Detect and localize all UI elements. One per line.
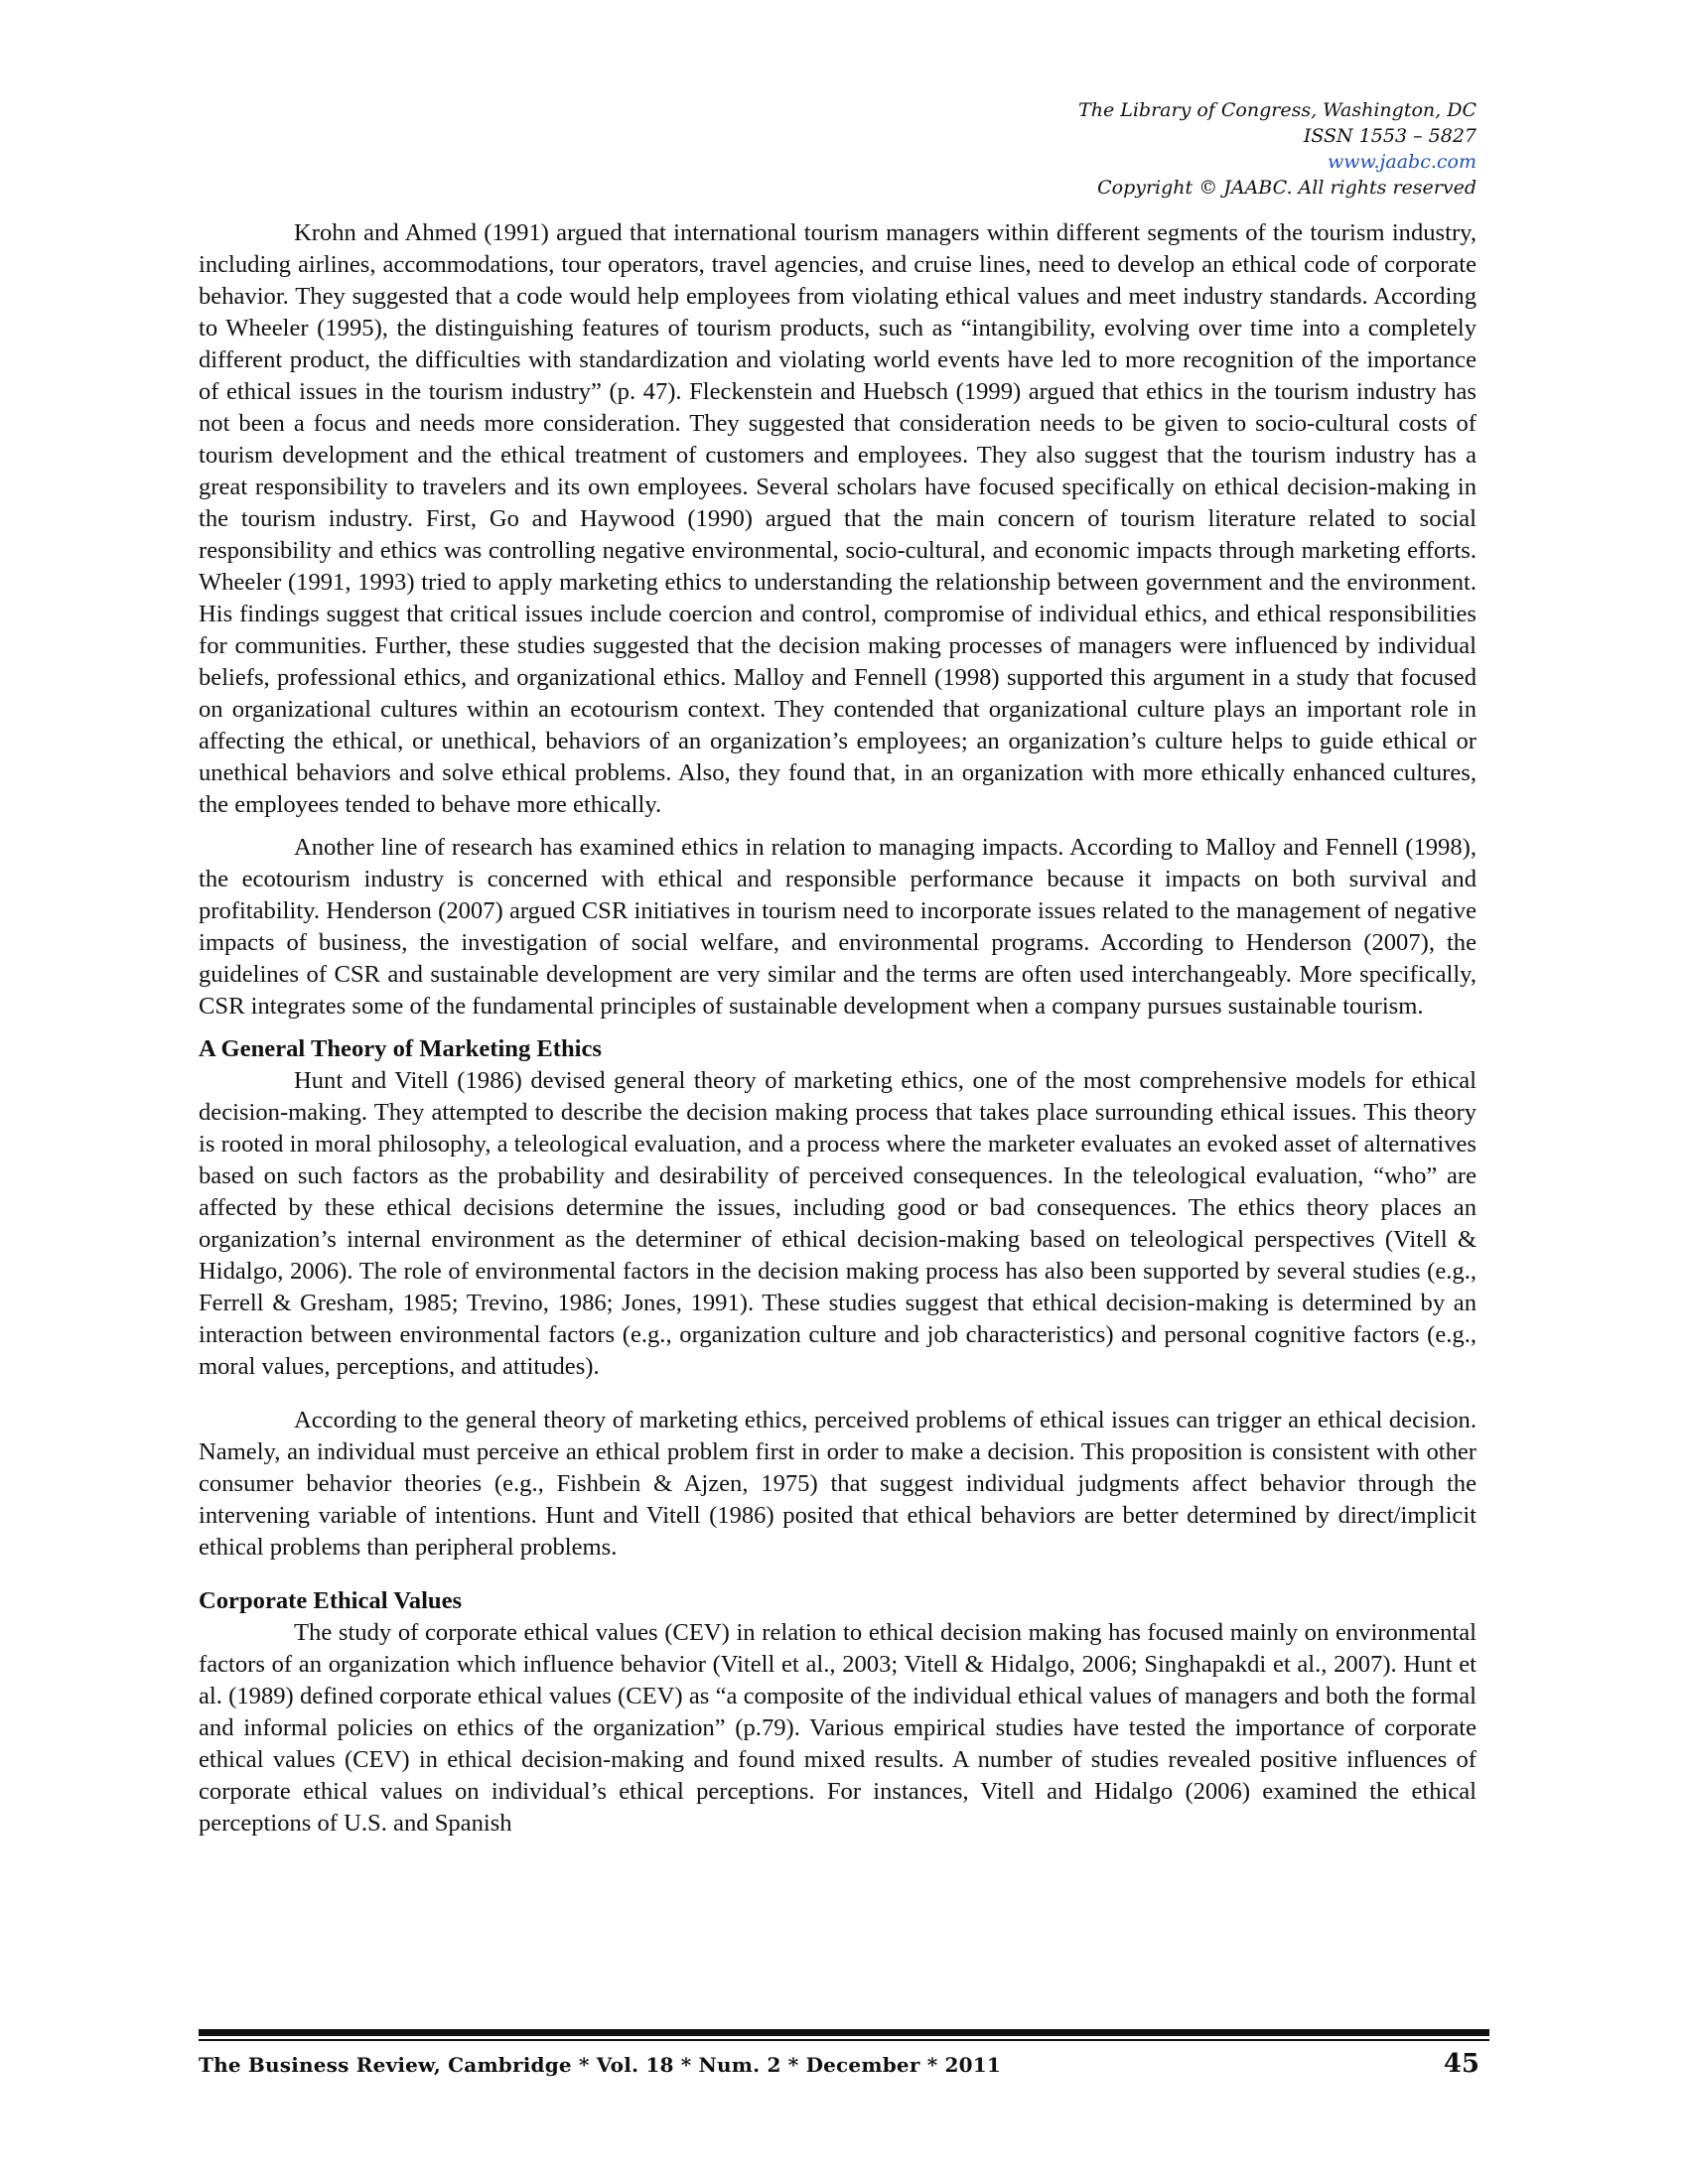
paragraph-4: According to the general theory of marketing ethics, perceived problems of ethical issues can trigger an ethical decision. Namely, an individual must perceive an ethical problem first in order to make a decision. This proposition is consistent with other consumer behavior theories (e.g., Fishbein & Ajzen, 1975) that suggest individual judgments affect behavior through the intervening variable of intentions. Hunt and Vitell (1986) posited that ethical behaviors are better determined by direct/implicit ethical problems than peripheral problems. xyxy=(199,1407,1477,1561)
section-heading-marketing-ethics: A General Theory of Marketing Ethics xyxy=(199,1035,602,1062)
paragraph-2: Another line of research has examined ethics in relation to managing impacts. According to Malloy and Fennell (1998), the ecotourism industry is concerned with ethical and responsible performance because it impacts on both survival and profitability. Henderson (2007) argued CSR initiatives in tourism need to incorporate issues related to the management of negative impacts of business, the investigation of social welfare, and environmental programs. According to Henderson (2007), the guidelines of CSR and sustainable development are very similar and the terms are often used interchangeably. More specifically, CSR integrates some of the fundamental principles of sustainable development when a company pursues sustainable tourism. xyxy=(199,834,1477,1020)
header-url-link[interactable]: www.jaabc.com xyxy=(1327,151,1477,173)
journal-header xyxy=(1078,97,1477,201)
header-library-line: The Library of Congress, Washington, DC xyxy=(1078,99,1477,121)
section-heading-corporate-ethical-values: Corporate Ethical Values xyxy=(199,1587,463,1614)
footer-journal-citation: The Business Review, Cambridge * Vol. 18 * Num. 2 * December * 2011 xyxy=(199,2053,1001,2077)
paragraph-5: The study of corporate ethical values (CEV) in relation to ethical decision making has focused mainly on environmental factors of an organization which influence behavior (Vitell et al., 2003; Vitell & Hidalgo, 2006; Singhapakdi et al., 2007). Hunt et al. (1989) defined corporate ethical values (CEV) as “a composite of the individual ethical values of managers and both the formal and informal policies on ethics of the organization” (p.79). Various empirical studies have tested the importance of corporate ethical values (CEV) in ethical decision-making and found mixed results. A number of studies revealed positive influences of corporate ethical values on individual’s ethical perceptions. For instances, Vitell and Hidalgo (2006) examined the ethical perceptions of U.S. and Spanish xyxy=(199,1619,1477,1837)
header-copyright-line: Copyright © JAABC. All rights reserved xyxy=(1097,177,1477,199)
footer-rule-thick xyxy=(199,2029,1489,2036)
paragraph-3: Hunt and Vitell (1986) devised general theory of marketing ethics, one of the most comprehensive models for ethical decision-making. They attempted to describe the decision making process that takes place surrounding ethical issues. This theory is rooted in moral philosophy, a teleological evaluation, and a process where the marketer evaluates an evoked asset of alternatives based on such factors as the probability and desirability of perceived consequences. In the teleological evaluation, “who” are affected by these ethical decisions determine the issues, including good or bad consequences. The ethics theory places an organization’s internal environment as the determiner of ethical decision-making based on teleological perspectives (Vitell & Hidalgo, 2006). The role of environmental factors in the decision making process has also been supported by several studies (e.g., Ferrell & Gresham, 1985; Trevino, 1986; Jones, 1991). These studies suggest that ethical decision-making is determined by an interaction between environmental factors (e.g., organization culture and job characteristics) and personal cognitive factors (e.g., moral values, perceptions, and attitudes). xyxy=(199,1067,1477,1380)
page-number: 45 xyxy=(1443,2049,1479,2079)
footer-rule-thin xyxy=(199,2039,1489,2041)
paragraph-1: Krohn and Ahmed (1991) argued that international tourism managers within different segments of the tourism industry, including airlines, accommodations, tour operators, travel agencies, and cruise lines, need to develop an ethical code of corporate behavior. They suggested that a code would help employees from violating ethical values and meet industry standards. According to Wheeler (1995), the distinguishing features of tourism products, such as “intangibility, evolving over time into a completely different product, the difficulties with standardization and violating world events have led to more recognition of the importance of ethical issues in the tourism industry” (p. 47). Fleckenstein and Huebsch (1999) argued that ethics in the tourism industry has not been a focus and needs more consideration. They suggested that consideration needs to be given to socio-cultural costs of tourism development and the ethical treatment of customers and employees. They also suggest that the tourism industry has a great responsibility to travelers and its own employees. Several scholars have focused specifically on ethical decision-making in the tourism industry. First, Go and Haywood (1990) argued that the main concern of tourism literature related to social responsibility and ethics was controlling negative environmental, socio-cultural, and economic impacts through marketing efforts. Wheeler (1991, 1993) tried to apply marketing ethics to understanding the relationship between government and the environment. His findings suggest that critical issues include coercion and control, compromise of individual ethics, and ethical responsibilities for communities. Further, these studies suggested that the decision making processes of managers were influenced by individual beliefs, professional ethics, and organizational ethics. Malloy and Fennell (1998) supported this argument in a study that focused on organizational cultures within an ecotourism context. They contended that organizational culture plays an important role in affecting the ethical, or unethical, behaviors of an organization’s employees; an organization’s culture helps to guide ethical or unethical behaviors and solve ethical problems. Also, they found that, in an organization with more ethically enhanced cultures, the employees tended to behave more ethically. xyxy=(199,219,1477,818)
header-issn-line: ISSN 1553 – 5827 xyxy=(1303,125,1477,147)
article-body xyxy=(199,217,1477,1840)
